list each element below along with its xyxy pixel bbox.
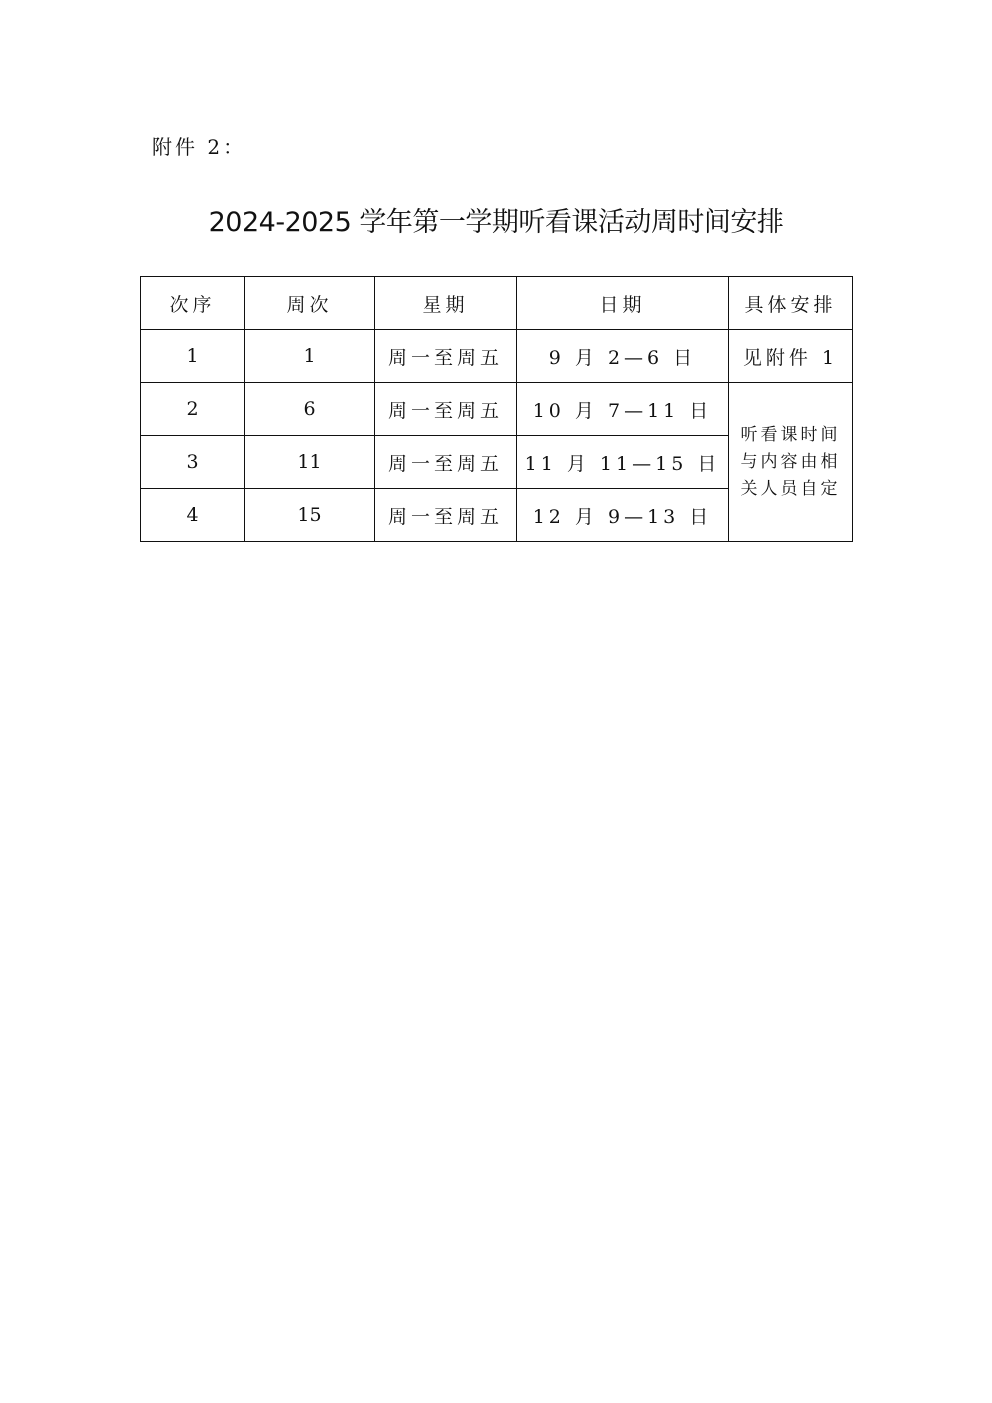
- header-arrangement: 具体安排: [729, 277, 853, 330]
- attachment-label: 附件 2：: [152, 135, 247, 159]
- cell-weekday: 周一至周五: [375, 330, 517, 383]
- header-date: 日期: [517, 277, 729, 330]
- table-row: [141, 383, 853, 436]
- cell-merged-arrangement: 听看课时间与内容由相关人员自定: [729, 383, 853, 542]
- cell-week: 6: [245, 383, 375, 436]
- cell-week: 15: [245, 489, 375, 542]
- cell-date: 12 月 9—13 日: [517, 489, 729, 542]
- table-row: [141, 330, 853, 383]
- header-order: 次序: [141, 277, 245, 330]
- cell-weekday: 周一至周五: [375, 436, 517, 489]
- cell-order: 2: [141, 383, 245, 436]
- header-weekday: 星期: [375, 277, 517, 330]
- cell-arrangement: 见附件 1: [729, 330, 853, 383]
- cell-order: 1: [141, 330, 245, 383]
- cell-date: 10 月 7—11 日: [517, 383, 729, 436]
- header-week: 周次: [245, 277, 375, 330]
- cell-weekday: 周一至周五: [375, 383, 517, 436]
- cell-weekday: 周一至周五: [375, 489, 517, 542]
- document-title: 2024-2025 学年第一学期听看课活动周时间安排: [208, 207, 784, 238]
- schedule-table: [140, 276, 853, 542]
- cell-week: 11: [245, 436, 375, 489]
- cell-date: 11 月 11—15 日: [517, 436, 729, 489]
- cell-week: 1: [245, 330, 375, 383]
- table-header-row: [141, 277, 853, 330]
- cell-order: 3: [141, 436, 245, 489]
- cell-date: 9 月 2—6 日: [517, 330, 729, 383]
- cell-order: 4: [141, 489, 245, 542]
